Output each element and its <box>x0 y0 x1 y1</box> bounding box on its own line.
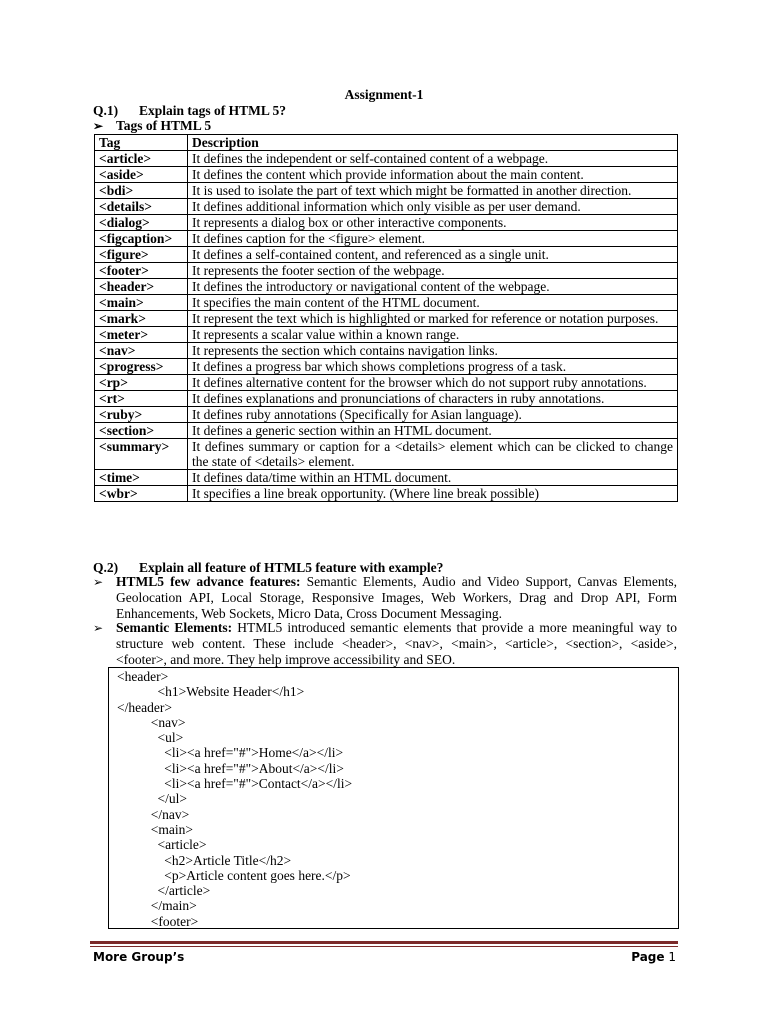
table-row <box>95 247 678 263</box>
table-row <box>95 327 678 343</box>
table-row <box>95 199 678 215</box>
code-line: <main> <box>117 821 193 837</box>
table-row <box>95 295 678 311</box>
tag-cell: <ruby> <box>95 407 188 423</box>
table-row <box>95 263 678 279</box>
table-row <box>95 423 678 439</box>
tag-cell: <details> <box>95 199 188 215</box>
footer-rule-thick <box>90 941 678 944</box>
semantic-description: HTML5 introduced semantic elements that provide a more meaningful way to structure web content. These include <header>, <nav>, <main>, <article>, <section>, <aside>, <footer>, and more. They help improve accessibility and SEO. <box>116 620 677 667</box>
code-line: <h2>Article Title</h2> <box>117 852 292 868</box>
description-cell: It defines summary or caption for a <details> element which can be clicked to change the state of <details> element. <box>188 439 678 470</box>
header-tag: Tag <box>95 135 188 151</box>
question-2-number: Q.2) <box>93 560 119 575</box>
description-cell: It represents a scalar value within a known range. <box>188 327 678 343</box>
question-1-number: Q.1) <box>93 103 119 118</box>
semantic-label: Semantic Elements: <box>116 620 233 635</box>
table-row <box>95 183 678 199</box>
table-row <box>95 359 678 375</box>
code-line: <nav> <box>117 714 186 730</box>
tag-cell: <section> <box>95 423 188 439</box>
description-cell: It defines ruby annotations (Specifically for Asian language). <box>188 407 678 423</box>
table-row <box>95 167 678 183</box>
code-line: </nav> <box>117 806 190 822</box>
code-line: <li><a href="#">Contact</a></li> <box>117 776 353 792</box>
table-row <box>95 279 678 295</box>
tag-cell: <time> <box>95 470 188 486</box>
tag-cell: <mark> <box>95 311 188 327</box>
arrow-bullet-icon: ➢ <box>93 621 104 635</box>
code-line: <p>Article content goes here.</p> <box>117 867 351 883</box>
tag-cell: <footer> <box>95 263 188 279</box>
features-list: Semantic Elements, Audio and Video Support, Canvas Elements, Geolocation API, Local Storage, Responsive Images, Web Workers, Drag and Drop API, Form Enhancements, Web Sockets, Micro Data, Cross Document Messaging. <box>116 574 678 621</box>
semantic-bullet <box>93 620 677 668</box>
arrow-bullet-icon: ➢ <box>93 575 104 589</box>
tag-cell: <figcaption> <box>95 231 188 247</box>
tag-cell: <wbr> <box>95 486 188 502</box>
code-line: <footer> <box>117 913 199 929</box>
description-cell: It defines the content which provide information about the main content. <box>188 167 678 183</box>
footer-page-number <box>631 950 676 964</box>
tags-bullet <box>93 118 211 134</box>
question-1-text: Explain tags of HTML 5? <box>139 103 287 118</box>
table-row <box>95 375 678 391</box>
table-row <box>95 470 678 486</box>
page-num: 1 <box>668 950 676 964</box>
table-row <box>95 407 678 423</box>
tag-cell: <dialog> <box>95 215 188 231</box>
description-cell: It specifies the main content of the HTML document. <box>188 295 678 311</box>
features-bullet-text <box>93 574 677 622</box>
table-header-row <box>95 135 678 151</box>
tags-bullet-text: Tags of HTML 5 <box>116 118 212 133</box>
code-line: <header> <box>117 669 169 684</box>
tag-cell: <header> <box>95 279 188 295</box>
question-1 <box>93 103 286 119</box>
description-cell: It defines the independent or self-contained content of a webpage. <box>188 151 678 167</box>
table-row <box>95 215 678 231</box>
description-cell: It defines the introductory or navigational content of the webpage. <box>188 279 678 295</box>
header-description: Description <box>188 135 678 151</box>
code-line: <li><a href="#">Home</a></li> <box>117 745 344 761</box>
description-cell: It represents a dialog box or other interactive components. <box>188 215 678 231</box>
description-cell: It represent the text which is highlighted or marked for reference or notation purposes. <box>188 311 678 327</box>
description-cell: It represents the footer section of the webpage. <box>188 263 678 279</box>
table-row <box>95 343 678 359</box>
description-cell: It defines a self-contained content, and referenced as a single unit. <box>188 247 678 263</box>
description-cell: It specifies a line break opportunity. (Where line break possible) <box>188 486 678 502</box>
tag-cell: <aside> <box>95 167 188 183</box>
table-row <box>95 311 678 327</box>
code-line: </article> <box>117 883 211 899</box>
tag-cell: <article> <box>95 151 188 167</box>
description-cell: It defines caption for the <figure> element. <box>188 231 678 247</box>
description-cell: It defines explanations and pronunciations of characters in ruby annotations. <box>188 391 678 407</box>
description-cell: It defines data/time within an HTML document. <box>188 470 678 486</box>
tag-cell: <nav> <box>95 343 188 359</box>
table-row <box>95 151 678 167</box>
description-cell: It defines additional information which only visible as per user demand. <box>188 199 678 215</box>
code-line: </main> <box>117 898 197 914</box>
code-line: </ul> <box>117 791 187 807</box>
table-row <box>95 486 678 502</box>
footer-group-name: More Group’s <box>93 950 185 964</box>
assignment-title: Assignment-1 <box>344 87 424 102</box>
footer-rule-thin <box>90 946 678 947</box>
description-cell: It defines a generic section within an HTML document. <box>188 423 678 439</box>
tag-cell: <figure> <box>95 247 188 263</box>
table-body <box>95 151 678 502</box>
features-label: HTML5 few advance features: <box>116 574 301 589</box>
description-cell: It represents the section which contains navigation links. <box>188 343 678 359</box>
code-line: <li><a href="#">About</a></li> <box>117 760 344 776</box>
code-line: <ul> <box>117 730 184 746</box>
tag-cell: <bdi> <box>95 183 188 199</box>
code-line: </header> <box>117 699 172 715</box>
table-row <box>95 391 678 407</box>
table-row <box>95 231 678 247</box>
description-cell: It defines a progress bar which shows completions progress of a task. <box>188 359 678 375</box>
tag-cell: <meter> <box>95 327 188 343</box>
tag-cell: <rt> <box>95 391 188 407</box>
description-cell: It is used to isolate the part of text which might be formatted in another direction. <box>188 183 678 199</box>
tag-cell: <progress> <box>95 359 188 375</box>
tag-cell: <summary> <box>95 439 188 470</box>
table-row <box>95 439 678 470</box>
tag-cell: <main> <box>95 295 188 311</box>
arrow-bullet-icon: ➢ <box>93 119 104 133</box>
code-line: <article> <box>117 837 207 853</box>
tags-table <box>94 134 678 502</box>
page-label: Page <box>631 950 665 964</box>
code-line: <h1>Website Header</h1> <box>117 684 305 700</box>
semantic-bullet-text <box>93 620 677 668</box>
features-bullet <box>93 574 677 622</box>
tag-cell: <rp> <box>95 375 188 391</box>
code-example-box <box>108 667 679 929</box>
question-2-text: Explain all feature of HTML5 feature with example? <box>139 560 444 575</box>
description-cell: It defines alternative content for the browser which do not support ruby annotations. <box>188 375 678 391</box>
